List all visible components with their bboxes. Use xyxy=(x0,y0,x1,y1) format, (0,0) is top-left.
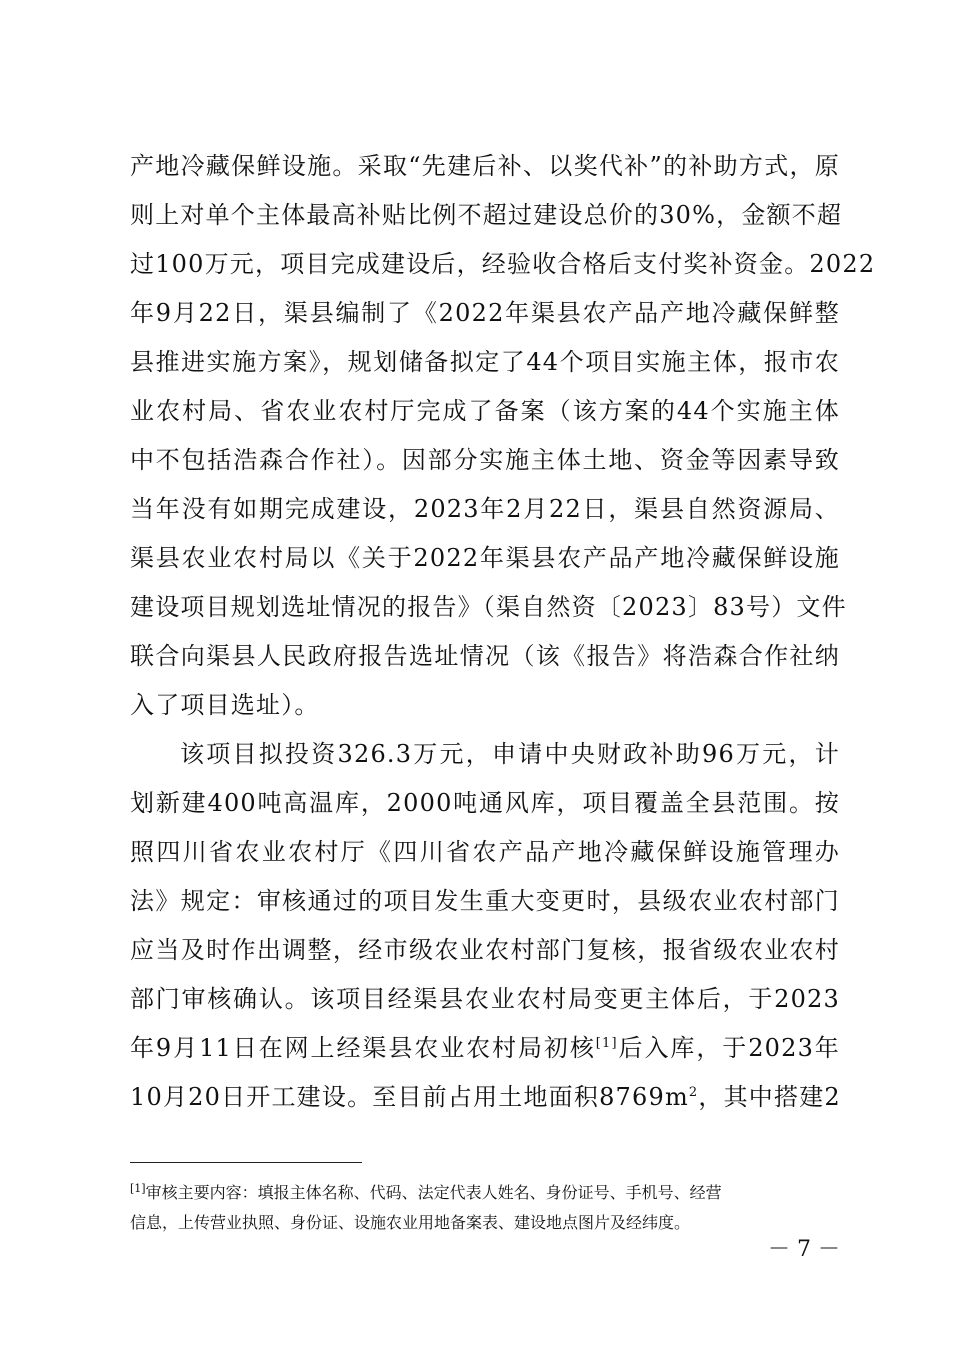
body-line-20-text-b: ，其中搭建2 xyxy=(698,1083,841,1111)
body-line-8: 当年没有如期完成建设，2023年2月22日，渠县自然资源局、 xyxy=(130,495,840,523)
body-line-16: 法》规定：审核通过的项目发生重大变更时，县级农业农村部门 xyxy=(130,887,840,915)
body-line-7: 中不包括浩森合作社）。因部分实施主体土地、资金等因素导致 xyxy=(130,446,840,474)
body-line-6: 业农村局、省农业农村厅完成了备案（该方案的44个实施主体 xyxy=(130,397,840,425)
footnote-divider xyxy=(130,1162,362,1163)
footnote-ref-mark: [1] xyxy=(595,1036,618,1051)
body-line-19 xyxy=(130,1033,840,1063)
body-line-17: 应当及时作出调整，经市级农业农村部门复核，报省级农业农村 xyxy=(130,936,840,964)
footnote-line-2: 信息，上传营业执照、身份证、设施农业用地备案表、建设地点图片及经纬度。 xyxy=(130,1213,691,1232)
body-line-2: 则上对单个主体最高补贴比例不超过建设总价的30%，金额不超 xyxy=(130,201,843,229)
body-line-20 xyxy=(130,1082,840,1112)
body-line-9: 渠县农业农村局以《关于2022年渠县农产品产地冷藏保鲜设施 xyxy=(130,544,840,572)
body-line-19-text-a: 年9月11日在网上经渠县农业农村局初核 xyxy=(130,1034,596,1062)
body-line-18: 部门审核确认。该项目经渠县农业农村局变更主体后，于2023 xyxy=(130,985,840,1013)
square-meter-superscript: 2 xyxy=(688,1085,699,1100)
body-line-10: 建设项目规划选址情况的报告》（渠自然资〔2023〕83号）文件 xyxy=(130,593,847,621)
body-line-4: 年9月22日，渠县编制了《2022年渠县农产品产地冷藏保鲜整 xyxy=(130,299,840,327)
body-line-12: 入了项目选址）。 xyxy=(130,691,320,719)
body-line-20-text-a: 10月20日开工建设。至目前占用土地面积8769m xyxy=(130,1083,689,1111)
page-number: － 7 － xyxy=(768,1237,840,1262)
body-line-14: 划新建400吨高温库，2000吨通风库，项目覆盖全县范围。按 xyxy=(130,789,840,817)
body-line-19-text-b: 后入库，于2023年 xyxy=(617,1034,840,1062)
body-line-3: 过100万元，项目完成建设后，经验收合格后支付奖补资金。2022 xyxy=(130,250,876,278)
body-line-13: 该项目拟投资326.3万元，申请中央财政补助96万元，计 xyxy=(180,740,840,768)
body-line-1: 产地冷藏保鲜设施。采取“先建后补、以奖代补”的补助方式，原 xyxy=(130,152,840,180)
body-line-5: 县推进实施方案》，规划储备拟定了44个项目实施主体，报市农 xyxy=(130,348,840,376)
body-line-11: 联合向渠县人民政府报告选址情况（该《报告》将浩森合作社纳 xyxy=(130,642,840,670)
footnote-mark: [1] xyxy=(130,1182,146,1195)
body-line-15: 照四川省农业农村厅《四川省农产品产地冷藏保鲜设施管理办 xyxy=(130,838,840,866)
footnote-text-1: 审核主要内容：填报主体名称、代码、法定代表人姓名、身份证号、手机号、经营 xyxy=(145,1183,722,1202)
footnote-line-1 xyxy=(130,1182,840,1204)
